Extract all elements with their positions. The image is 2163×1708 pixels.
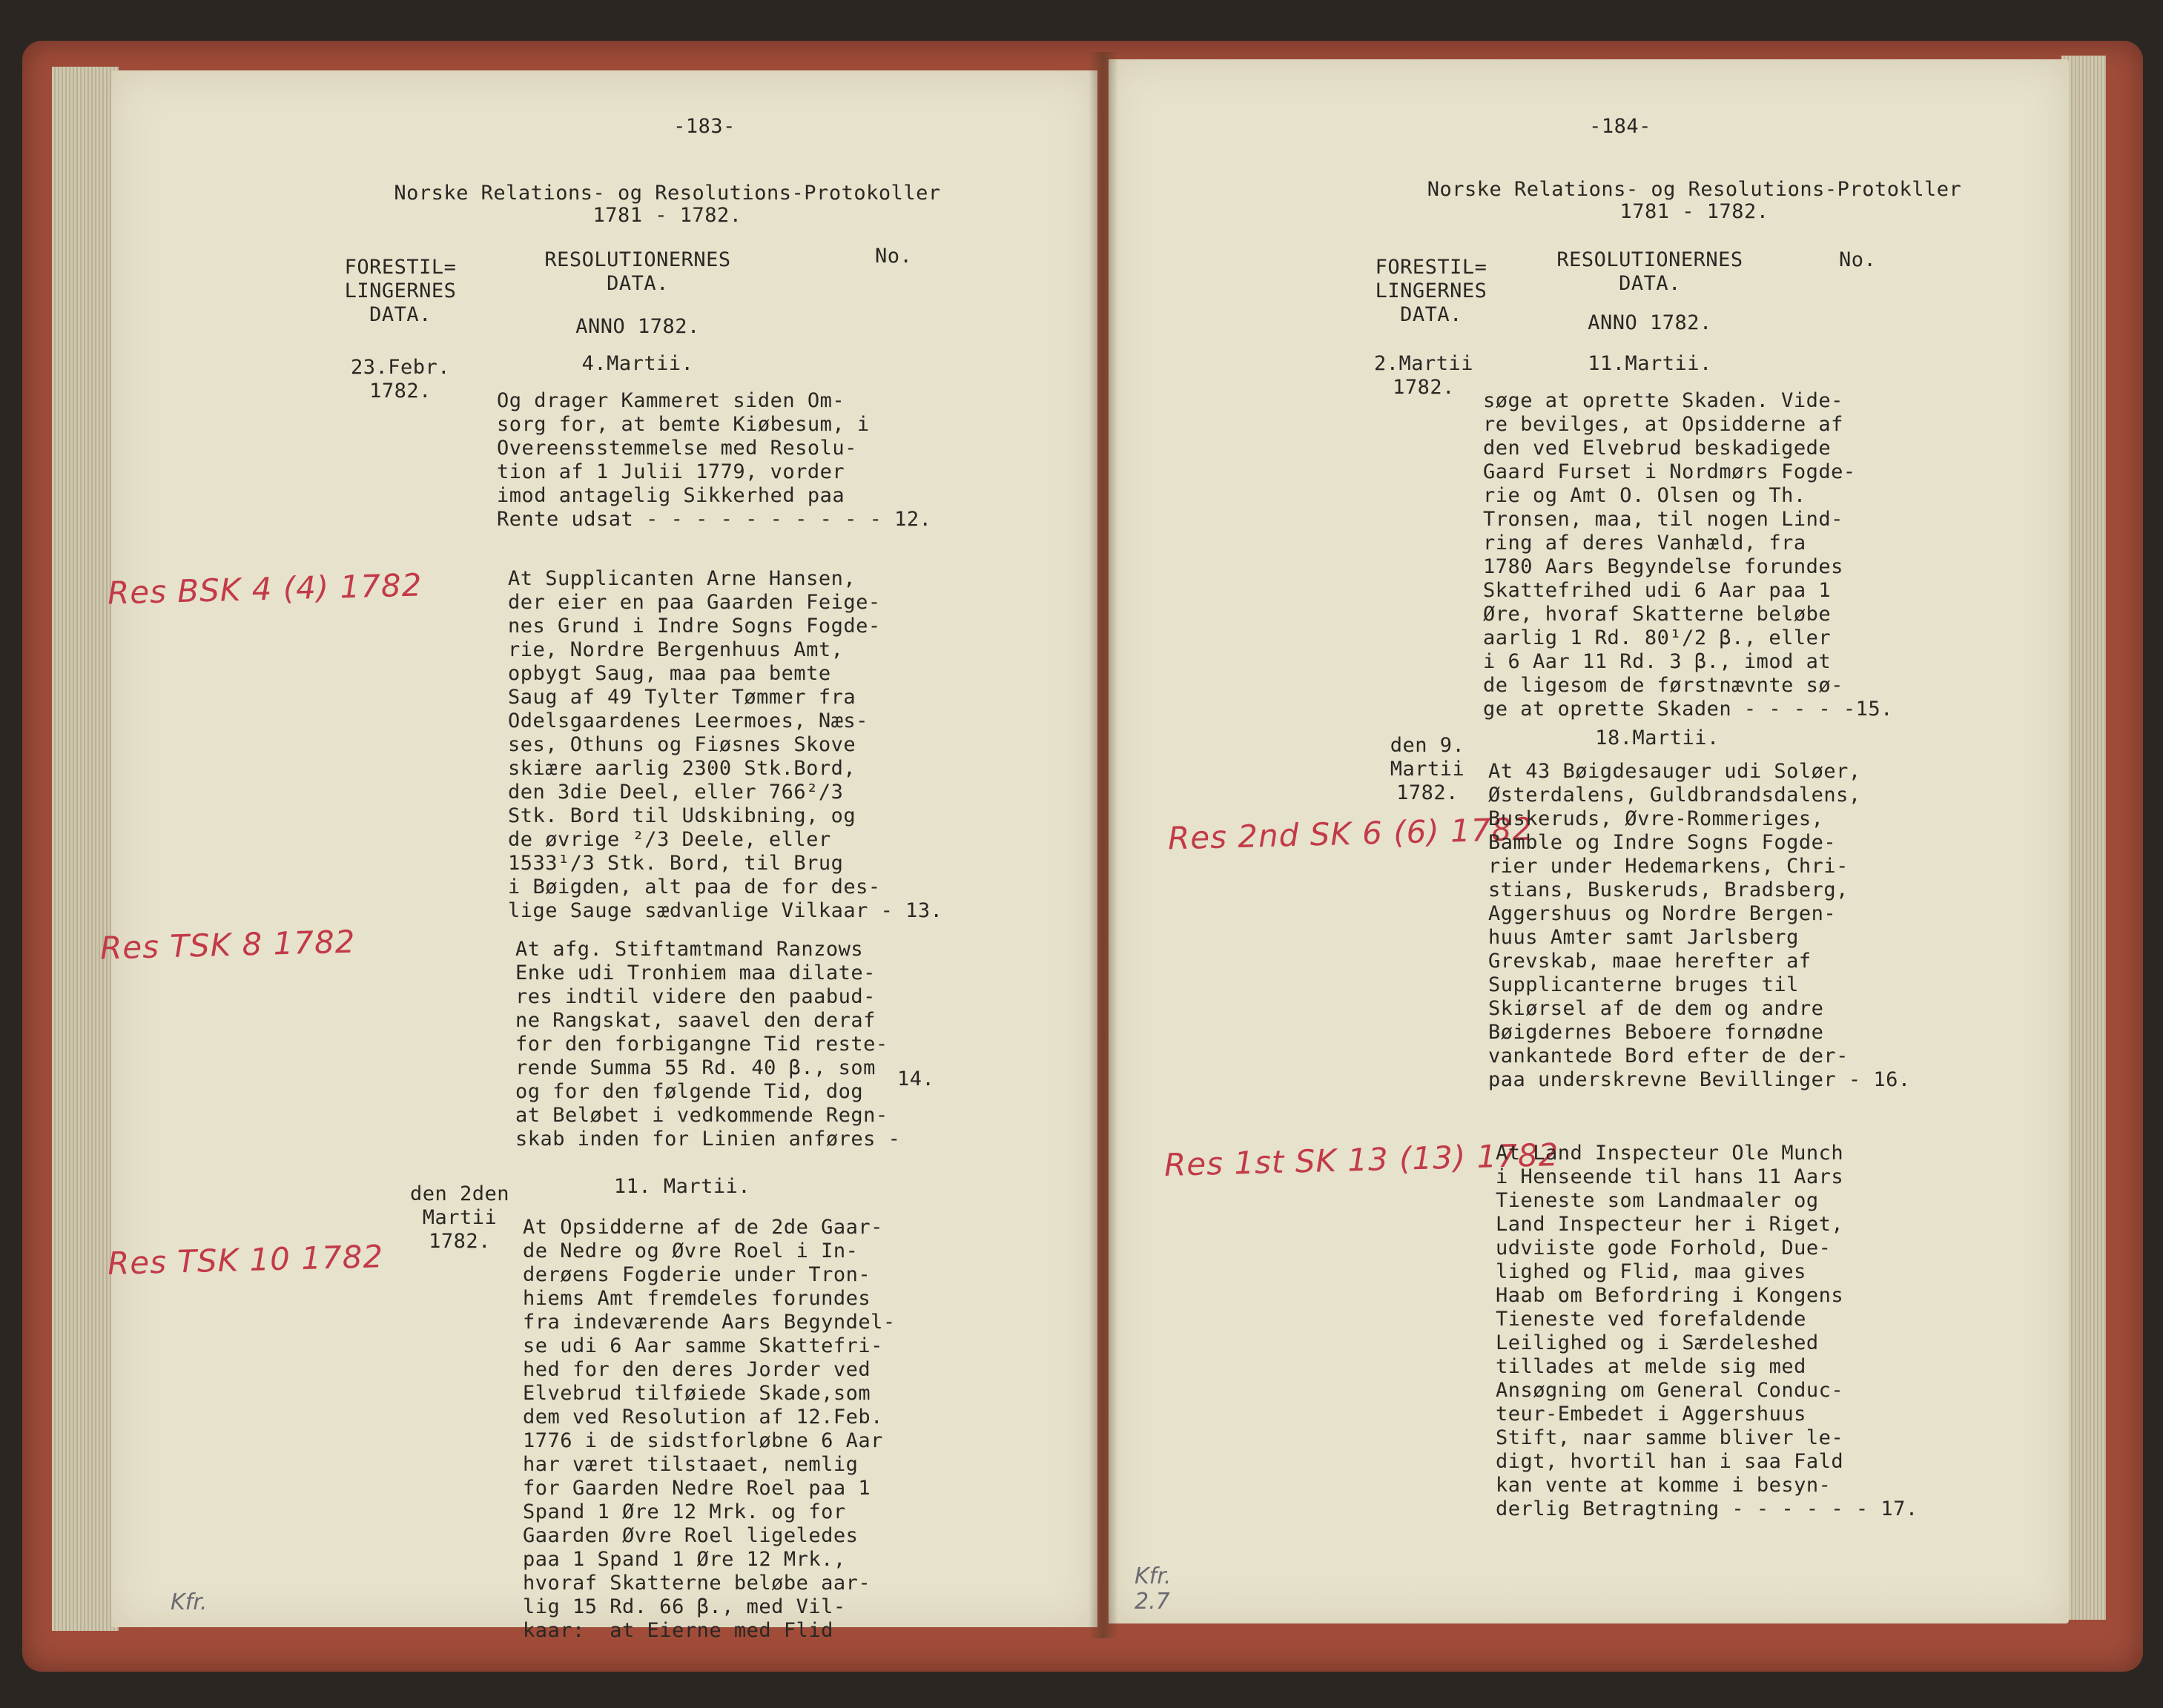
column-header-forestil: FORESTIL= LINGERNES DATA. bbox=[1375, 256, 1487, 326]
page-number: -183- bbox=[673, 115, 736, 138]
red-archive-annotation: Res TSK 10 1782 bbox=[107, 1238, 384, 1282]
entry-text: At Land Inspecteur Ole Munch i Henseende til hans 11 Aars Tieneste som Landmaaler og Land Inspecteur her i Riget, udviiste gode Forhold, Due- lighed og Flid, maa gives Haab om Befordring i Kongens Tieneste ved forefaldende Leilighed og i Særdeleshed tillades at melde sig med Ansøgning om General Conduc- teur-Embedet i Aggershuus Stift, naar samme bliver le- digt, hvortil han i saa Fald kan vente at komme i besyn- derlig Betragtning - - - - - - 17. bbox=[1496, 1142, 1918, 1520]
anno-year: ANNO 1782. bbox=[1588, 311, 1712, 334]
book-gutter bbox=[1089, 52, 1118, 1638]
column-header-resolution: RESOLUTIONERNES DATA. bbox=[544, 248, 731, 295]
page-years: 1781 - 1782. bbox=[1619, 200, 1769, 223]
entry-forestil-date: 23.Febr. 1782. bbox=[350, 356, 451, 403]
page-number: -184- bbox=[1589, 115, 1651, 138]
page-edges-left bbox=[52, 67, 119, 1631]
entry-number: 14. bbox=[897, 1068, 935, 1090]
entry-text: At Opsidderne af de 2de Gaar- de Nedre og Øvre Roel i In- derøens Fogderie under Tron- hiems Amt fremdeles forundes fra indeværende Aars Begyndel- se udi 6 Aar samme Skattefri- hed for den deres Jorder ved Elvebrud tilføiede Skade,som dem ved Resolution af 12.Feb. 1776 i de sidstforløbne 6 Aar har været tilstaaet, nemlig for Gaarden Nedre Roel paa 1 Spand 1 Øre 12 Mrk. og for Gaarden Øvre Roel ligeledes paa 1 Spand 1 Øre 12 Mrk., hvoraf Skatterne beløbe aar- lig 15 Rd. 66 β., med Vil- kaar: at Eierne med Flid bbox=[523, 1216, 896, 1642]
entry-text: søge at oprette Skaden. Vide- re bevilges, at Opsidderne af den ved Elvebrud beskadigede Gaard Furset i Nordmørs Fogde- rie og Amt O. Olsen og Th. Tronsen, maa, til nogen Lind- ring af deres Vanhæld, fra 1780 Aars Begyndelse forundes Skattefrihed udi 6 Aar paa 1 Øre, hvoraf Skatterne beløbe aarlig 1 Rd. 80¹/2 β., eller i 6 Aar 11 Rd. 3 β., imod at de ligesom de førstnævnte sø- ge at oprette Skaden - - - - -15. bbox=[1483, 389, 1893, 721]
column-header-forestil: FORESTIL= LINGERNES DATA. bbox=[344, 256, 457, 326]
entry-text: Og drager Kammeret siden Om- sorg for, at bemte Kiøbesum, i Overeensstemmelse med Resolu- tion af 1 Julii 1779, vorder imod antagelig Sikkerhed paa Rente udsat - - - - - - - - - - 12. bbox=[497, 389, 932, 531]
red-archive-annotation: Res BSK 4 (4) 1782 bbox=[107, 566, 423, 612]
entry-forestil-date: 2.Martii 1782. bbox=[1373, 352, 1474, 399]
column-header-resolution: RESOLUTIONERNES DATA. bbox=[1556, 248, 1743, 295]
column-header-number: No. bbox=[875, 245, 913, 268]
pencil-note: Kfr. bbox=[171, 1589, 208, 1615]
right-page bbox=[1109, 59, 2069, 1623]
red-archive-annotation: Res 2nd SK 6 (6) 1782 bbox=[1167, 810, 1533, 857]
entry-resolution-date: 11. Martii. bbox=[613, 1175, 751, 1198]
entry-text: At afg. Stiftamtmand Ranzows Enke udi Tronhiem maa dilate- res indtil videre den paabud- ne Rangskat, saavel den deraf for den forbigangne Tid reste- rende Summa 55 Rd. 40 β., som og for den følgende Tid, dog at Beløbet i vedkommende Regn- skab inden for Linien anføres - bbox=[515, 938, 901, 1151]
page-title: Norske Relations- og Resolutions-Protokoller bbox=[394, 182, 941, 205]
page-years: 1781 - 1782. bbox=[592, 204, 742, 227]
entry-forestil-date: den 2den Martii 1782. bbox=[409, 1182, 510, 1253]
entry-text: At 43 Bøigdesauger udi Soløer, Østerdalens, Guldbrandsdalens, Buskeruds, Øvre-Rommeriges, Bamble og Indre Sogns Fogde- rier under Hedemarkens, Chri- stians, Buskeruds, Bradsberg, Aggershuus og Nordre Bergen- huus Amter samt Jarlsberg Grevskab, maae herefter af Supplicanterne bruges til Skiørsel af de dem og andre Bøigdernes Beboere fornødne vankantede Bord efter de der- paa underskrevne Bevillinger - 16. bbox=[1488, 760, 1911, 1091]
entry-resolution-date: 4.Martii. bbox=[581, 352, 694, 375]
page-title: Norske Relations- og Resolutions-Protokller bbox=[1427, 178, 1962, 201]
entry-text: At Supplicanten Arne Hansen, der eier en paa Gaarden Feige- nes Grund i Indre Sogns Fogde- rie, Nordre Bergenhuus Amt, opbygt Saug, maa paa bemte Saug af 49 Tylter Tømmer fra Odelsgaardenes Leermoes, Næs- ses, Othuns og Fiøsnes Skove skiære aarlig 2300 Stk.Bord, den 3die Deel, eller 766²/3 Stk. Bord til Udskibning, og de øvrige ²/3 Deele, eller 1533¹/3 Stk. Bord, til Brug i Bøigden, alt paa de for des- lige Sauge sædvanlige Vilkaar - 13. bbox=[508, 567, 943, 922]
anno-year: ANNO 1782. bbox=[575, 315, 700, 338]
left-page bbox=[99, 70, 1097, 1642]
entry-forestil-date: den 9. Martii 1782. bbox=[1390, 734, 1465, 804]
entry-resolution-date: 18.Martii. bbox=[1595, 726, 1720, 749]
pencil-note: Kfr. 2.7 bbox=[1135, 1563, 1172, 1615]
red-archive-annotation: Res 1st SK 13 (13) 1782 bbox=[1163, 1136, 1560, 1183]
red-archive-annotation: Res TSK 8 1782 bbox=[99, 923, 357, 967]
column-header-number: No. bbox=[1839, 248, 1877, 271]
entry-resolution-date: 11.Martii. bbox=[1588, 352, 1712, 375]
